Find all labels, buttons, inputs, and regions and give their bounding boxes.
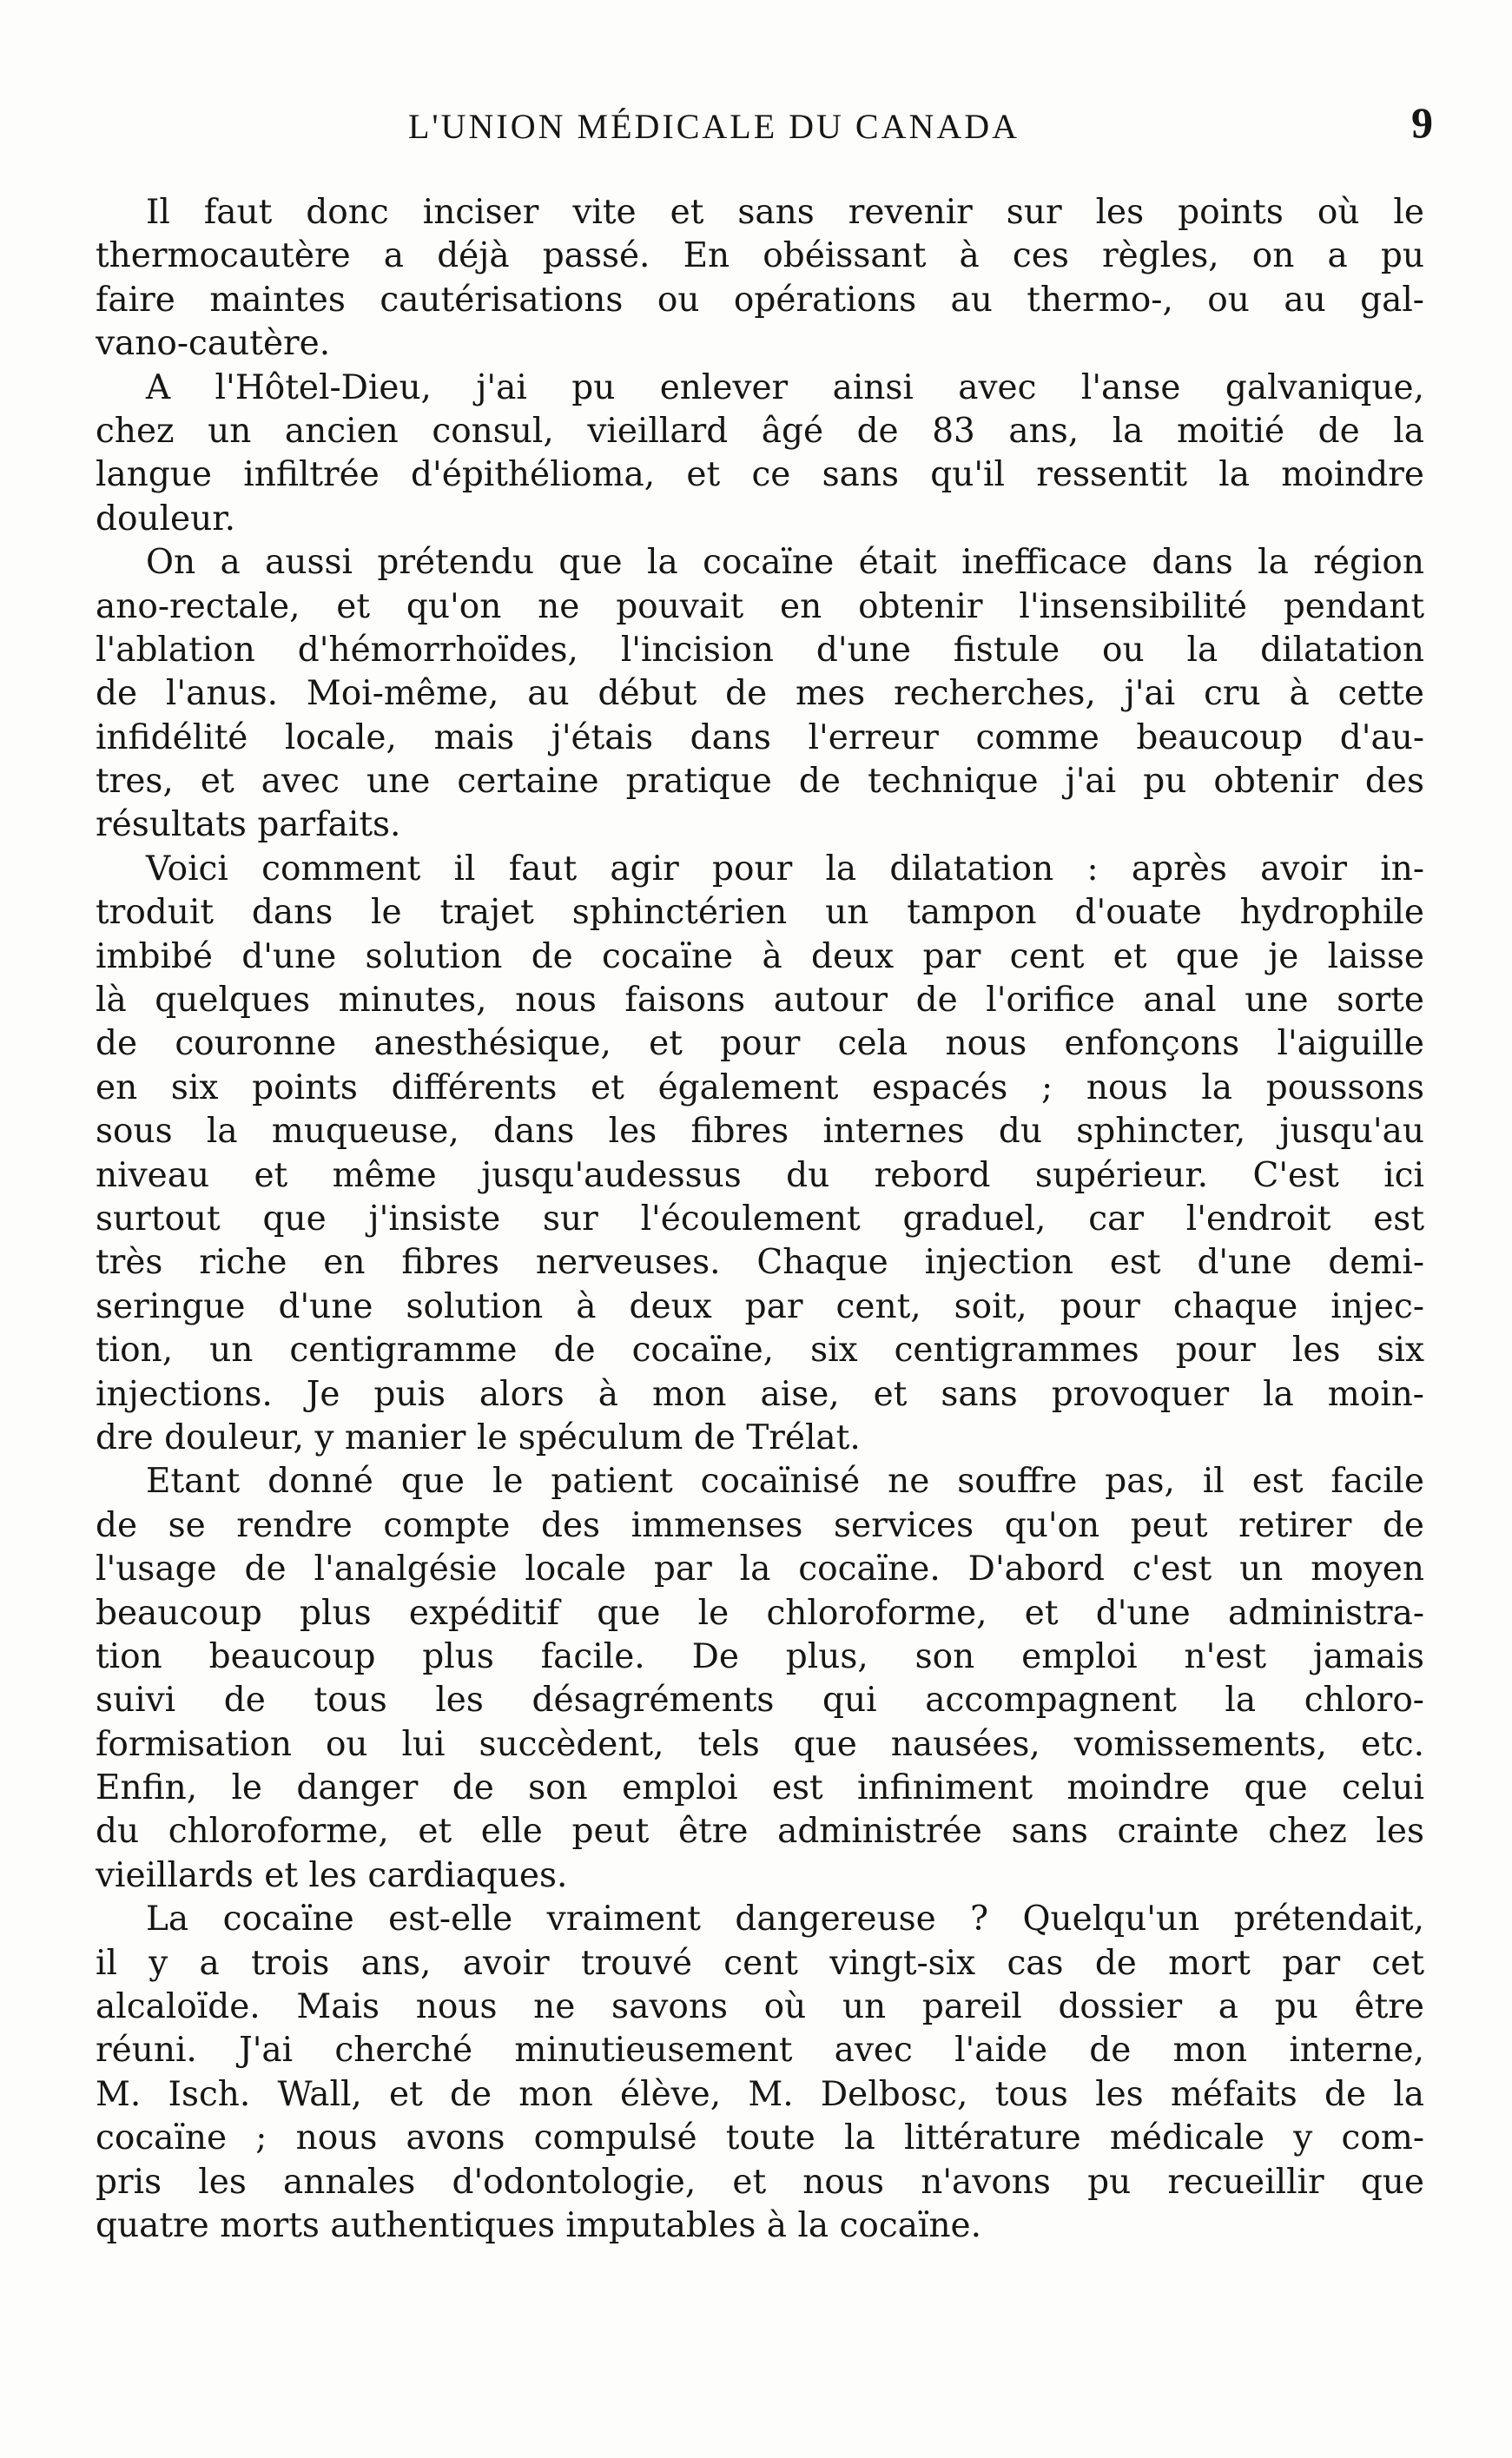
text-line: seringue d'une solution à deux par cent, soit, pour chaque injec-: [96, 1286, 1424, 1326]
text-line: réuni. J'ai cherché minutieusement avec l'aide de mon interne,: [96, 2031, 1424, 2071]
text-line: tion beaucoup plus facile. De plus, son emploi n'est jamais: [96, 1636, 1424, 1676]
text-line: formisation ou lui succèdent, tels que nausées, vomissements, etc.: [96, 1724, 1424, 1764]
text-line: La cocaïne est-elle vraiment dangereuse ? Quelqu'un prétendait,: [146, 1900, 1424, 1939]
paragraph: [96, 191, 1424, 367]
text-line: langue infiltrée d'épithélioma, et ce sans qu'il ressentit la moindre: [96, 455, 1424, 495]
text-line: imbibé d'une solution de cocaïne à deux par cent et que je laisse: [96, 936, 1424, 976]
text-line: l'ablation d'hémorrhoïdes, l'incision d'une fistule ou la dilatation: [96, 630, 1424, 670]
paragraph: [96, 367, 1424, 542]
text-line: niveau et même jusqu'audessus du rebord supérieur. C'est ici: [96, 1155, 1424, 1195]
text-line: alcaloïde. Mais nous ne savons où un pareil dossier a pu être: [96, 1987, 1424, 2027]
paragraph: [96, 1898, 1424, 2248]
page-number: 9: [1411, 98, 1433, 147]
text-line: dre douleur, y manier le spéculum de Trélat.: [96, 1417, 861, 1457]
text-line: A l'Hôtel-Dieu, j'ai pu enlever ainsi avec l'anse galvanique,: [146, 367, 1424, 407]
text-line: suivi de tous les désagréments qui accompagnent la chloro-: [96, 1681, 1424, 1721]
text-line: tres, et avec une certaine pratique de technique j'ai pu obtenir des: [96, 762, 1424, 802]
text-line: de couronne anesthésique, et pour cela nous enfonçons l'aiguille: [96, 1024, 1424, 1064]
text-line: de l'anus. Moi-même, au début de mes recherches, j'ai cru à cette: [96, 674, 1424, 714]
paragraph: [96, 541, 1424, 848]
text-line: infidélité locale, mais j'étais dans l'erreur comme beaucoup d'au-: [96, 717, 1424, 757]
text-line: pris les annales d'odontologie, et nous n'avons pu recueillir que: [96, 2162, 1424, 2202]
text-line: en six points différents et également espacés ; nous la poussons: [96, 1067, 1424, 1107]
text-line: de se rendre compte des immenses services qu'on peut retirer de: [96, 1505, 1424, 1545]
text-line: Il faut donc inciser vite et sans revenir sur les points où le: [146, 193, 1424, 232]
text-line: surtout que j'insiste sur l'écoulement graduel, car l'endroit est: [96, 1199, 1424, 1239]
text-line: du chloroforme, et elle peut être administrée sans crainte chez les: [96, 1812, 1424, 1852]
text-line: injections. Je puis alors à mon aise, et sans provoquer la moin-: [96, 1374, 1424, 1414]
running-header: [96, 97, 1433, 149]
text-line: il y a trois ans, avoir trouvé cent vingt-six cas de mort par cet: [96, 1943, 1424, 1983]
text-line: vano-cautère.: [96, 324, 331, 364]
text-line: tion, un centigramme de cocaïne, six centigrammes pour les six: [96, 1331, 1424, 1371]
journal-title: L'UNION MÉDICALE DU CANADA: [408, 107, 1020, 146]
paragraph: [96, 1460, 1424, 1898]
text-line: là quelques minutes, nous faisons autour de l'orifice anal une sorte: [96, 981, 1424, 1021]
text-line: Enfin, le danger de son emploi est infiniment moindre que celui: [96, 1768, 1424, 1808]
text-line: cocaïne ; nous avons compulsé toute la littérature médicale y com-: [96, 2118, 1424, 2158]
text-line: ano-rectale, et qu'on ne pouvait en obtenir l'insensibilité pendant: [96, 586, 1424, 626]
text-line: quatre morts authentiques imputables à la cocaïne.: [96, 2205, 982, 2245]
text-line: beaucoup plus expéditif que le chloroforme, et d'une administra-: [96, 1593, 1424, 1633]
paragraph: [96, 848, 1424, 1460]
body-text: [96, 191, 1424, 2248]
text-line: sous la muqueuse, dans les fibres internes du sphincter, jusqu'au: [96, 1112, 1424, 1152]
text-line: l'usage de l'analgésie locale par la cocaïne. D'abord c'est un moyen: [96, 1549, 1424, 1589]
text-line: thermocautère a déjà passé. En obéissant à ces règles, on a pu: [96, 236, 1424, 276]
text-line: très riche en fibres nerveuses. Chaque injection est d'une demi-: [96, 1243, 1424, 1283]
text-line: On a aussi prétendu que la cocaïne était inefficace dans la région: [146, 543, 1424, 583]
text-line: troduit dans le trajet sphinctérien un tampon d'ouate hydrophile: [96, 893, 1424, 933]
text-line: Etant donné que le patient cocaïnisé ne souffre pas, il est facile: [146, 1462, 1424, 1502]
text-line: M. Isch. Wall, et de mon élève, M. Delbosc, tous les méfaits de la: [96, 2074, 1424, 2114]
text-line: douleur.: [96, 499, 235, 539]
text-line: vieillards et les cardiaques.: [96, 1855, 568, 1895]
text-line: chez un ancien consul, vieillard âgé de 83 ans, la moitié de la: [96, 411, 1424, 451]
text-line: Voici comment il faut agir pour la dilatation : après avoir in-: [146, 849, 1424, 889]
text-line: faire maintes cautérisations ou opérations au thermo-, ou au gal-: [96, 280, 1424, 320]
text-line: résultats parfaits.: [96, 805, 401, 845]
